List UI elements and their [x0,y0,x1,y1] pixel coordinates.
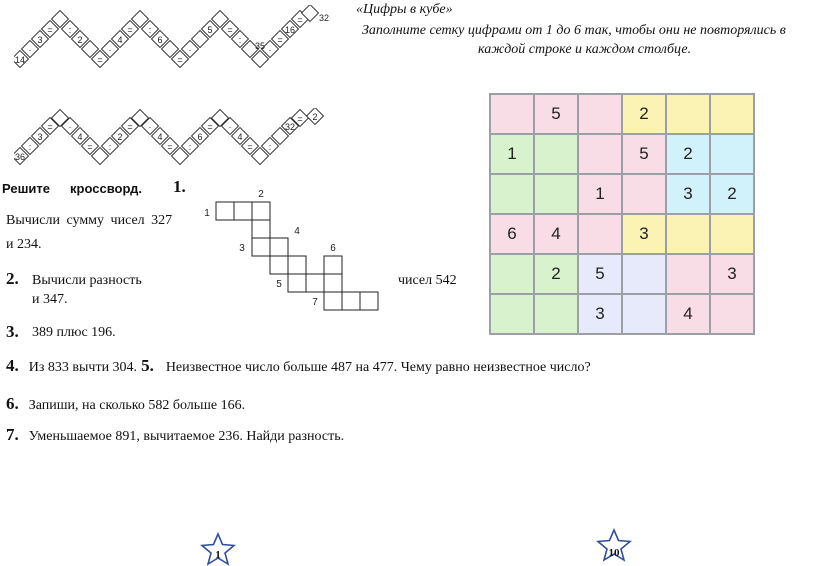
chain-top-c3-d: 35 [254,41,266,51]
grid-cell: 5 [534,94,578,134]
grid-cell: 2 [534,254,578,294]
chain-bottom-c1-op1: : [28,142,32,152]
chain-bottom-c3-c: · [228,122,232,132]
question-6-number: 6. [6,394,19,413]
chain-bottom-c3-op3: 4 [237,132,243,142]
sudoku-grid [489,93,755,335]
grid-cell [666,214,710,254]
grid-cell: 3 [710,254,754,294]
chain-bottom-c3-op2: = [207,122,213,132]
grid-cell [534,174,578,214]
question-5-number: 5. [141,356,154,375]
chain-puzzle-top [14,5,344,75]
chain-top-c2-op3: : [148,25,152,35]
chain-puzzle-bottom [14,108,344,168]
chain-top-c2-d: 6 [157,35,163,45]
grid-cell: 3 [578,294,622,334]
chain-top-c1-d: 2 [77,35,83,45]
chain-top-c4-c: = [297,15,303,25]
grid-cell: 3 [666,174,710,214]
questions-4-5-row [6,356,591,376]
chain-bottom-c1-op2: = [47,122,53,132]
chain-bottom-c1-op3: 4 [77,132,83,142]
chain-bottom-c4-op2: = [297,114,303,124]
crossword-number-2: 2 [258,189,264,200]
chain-bottom-c2-op2: = [127,122,133,132]
star-page-1-number: 1 [215,549,221,561]
grid-cell [490,174,534,214]
chain-bottom-c3-op1: : [188,142,192,152]
question-1-line1: Вычисли сумму чисел 327 [6,213,173,228]
crossword-title-word1: Решите [2,181,51,196]
grid-cell [490,94,534,134]
chain-bottom-c2-d: = [167,142,173,152]
question-5-text: Неизвестное число больше 487 на 477. Чему равно неизвестное число? [165,360,591,375]
chain-top-c1-a: 14 [14,55,26,65]
chain-bottom-c1-a: 36 [14,152,26,162]
chain-bottom-c1-b: 3 [37,132,43,142]
chain-top-c1-b: 3 [37,35,43,45]
chain-bottom-c3-d: = [247,142,253,152]
grid-cell [622,174,666,214]
chain-top-c4-op1: = [277,35,283,45]
crossword-number-1: 1 [204,208,210,219]
question-7-number: 7. [6,425,19,444]
grid-cell: 3 [622,214,666,254]
chain-top-c1-op3: : [68,25,72,35]
chain-top-c3-op2: 5 [207,25,213,35]
crossword-number-3: 3 [239,243,245,254]
question-2-number: 2. [6,269,19,288]
grid-cell [710,294,754,334]
chain-top-c2-op2: 4 [117,35,123,45]
crossword-title [2,180,142,198]
grid-cell [534,294,578,334]
question-6-text: Запиши, на сколько 582 больше 166. [28,398,246,413]
question-3-text: 389 плюс 196. [32,325,116,340]
chain-bottom-c4-b: 32 [284,122,296,132]
grid-cell: 5 [622,134,666,174]
grid-cell [622,294,666,334]
chain-bottom-c2-op1: : [108,142,112,152]
chain-top-c3-c: = [227,25,233,35]
grid-cell [490,294,534,334]
question-3-number: 3. [6,322,19,341]
chain-top-c3-op1: = [177,55,183,65]
chain-top-c3-op3: : [238,35,242,45]
chain-bottom-c4-c: 2 [312,112,318,122]
question-4-number: 4. [6,356,19,375]
grid-cell [666,94,710,134]
grid-cell: 4 [666,294,710,334]
chain-bottom-c2-op3: 4 [157,132,163,142]
crossword-number-4: 4 [294,226,300,237]
chain-top-c4-op3: 32 [318,13,330,23]
chain-bottom-c1-c: · [68,122,72,132]
crossword-number-5: 5 [276,279,282,290]
question-1-line2: и 234. [6,237,42,252]
grid-cell [578,94,622,134]
star-page-10-number: 10 [608,547,620,559]
chain-top-c2-c: = [127,25,133,35]
question-1-number: 1. [173,177,186,196]
chain-bottom-c2-c: · [148,122,152,132]
chain-top-c4-op2: · [268,45,272,55]
question-2-line2: и 347. [32,292,68,307]
crossword-title-word2: кроссворд. [70,181,142,196]
grid-cell [534,134,578,174]
chain-top-c1-op1: · [28,45,32,55]
grid-cell: 2 [666,134,710,174]
star-page-10 [596,528,632,565]
grid-cell [490,254,534,294]
grid-cell [622,254,666,294]
grid-cell: 2 [622,94,666,134]
grid-cell: 1 [578,174,622,214]
grid-cell [710,134,754,174]
grid-cell [578,214,622,254]
grid-cell: 5 [578,254,622,294]
question-4-text: Из 833 вычти 304. [28,360,138,375]
chain-top-c2-op1: = [97,55,103,65]
grid-cell [666,254,710,294]
crossword-grid [198,185,388,335]
grid-cell [578,134,622,174]
grid-cell [710,94,754,134]
chain-bottom-c2-b: 2 [117,132,123,142]
cube-instruction-line1: Заполните сетку цифрами от 1 до 6 так, чтобы они не повторялись в [362,23,786,38]
star-page-1 [200,532,236,566]
question-2-line1a: Вычисли разность [32,273,142,288]
cube-instruction-line2: каждой строке и каждом столбце. [478,42,692,57]
grid-cell: 6 [490,214,534,254]
chain-bottom-c1-d: = [87,142,93,152]
chain-top-c2-b: · [108,45,112,55]
grid-cell: 2 [710,174,754,214]
grid-cell: 4 [534,214,578,254]
grid-cell: 1 [490,134,534,174]
cube-title: «Цифры в кубе» [356,2,453,17]
question-2-line1b: чисел 542 [398,273,457,288]
chain-top-c3-b: · [188,45,192,55]
crossword-number-6: 6 [330,243,336,254]
chain-bottom-c3-b: 6 [197,132,203,142]
chain-top-c4-b: 16 [284,25,296,35]
question-7-row [6,425,344,445]
question-7-text: Уменьшаемое 891, вычитаемое 236. Найди разность. [28,429,345,444]
question-6-row [6,394,245,414]
crossword-number-7: 7 [312,297,318,308]
chain-top-c1-op2: = [47,25,53,35]
chain-bottom-c4-op1: : [268,142,272,152]
grid-cell [710,214,754,254]
